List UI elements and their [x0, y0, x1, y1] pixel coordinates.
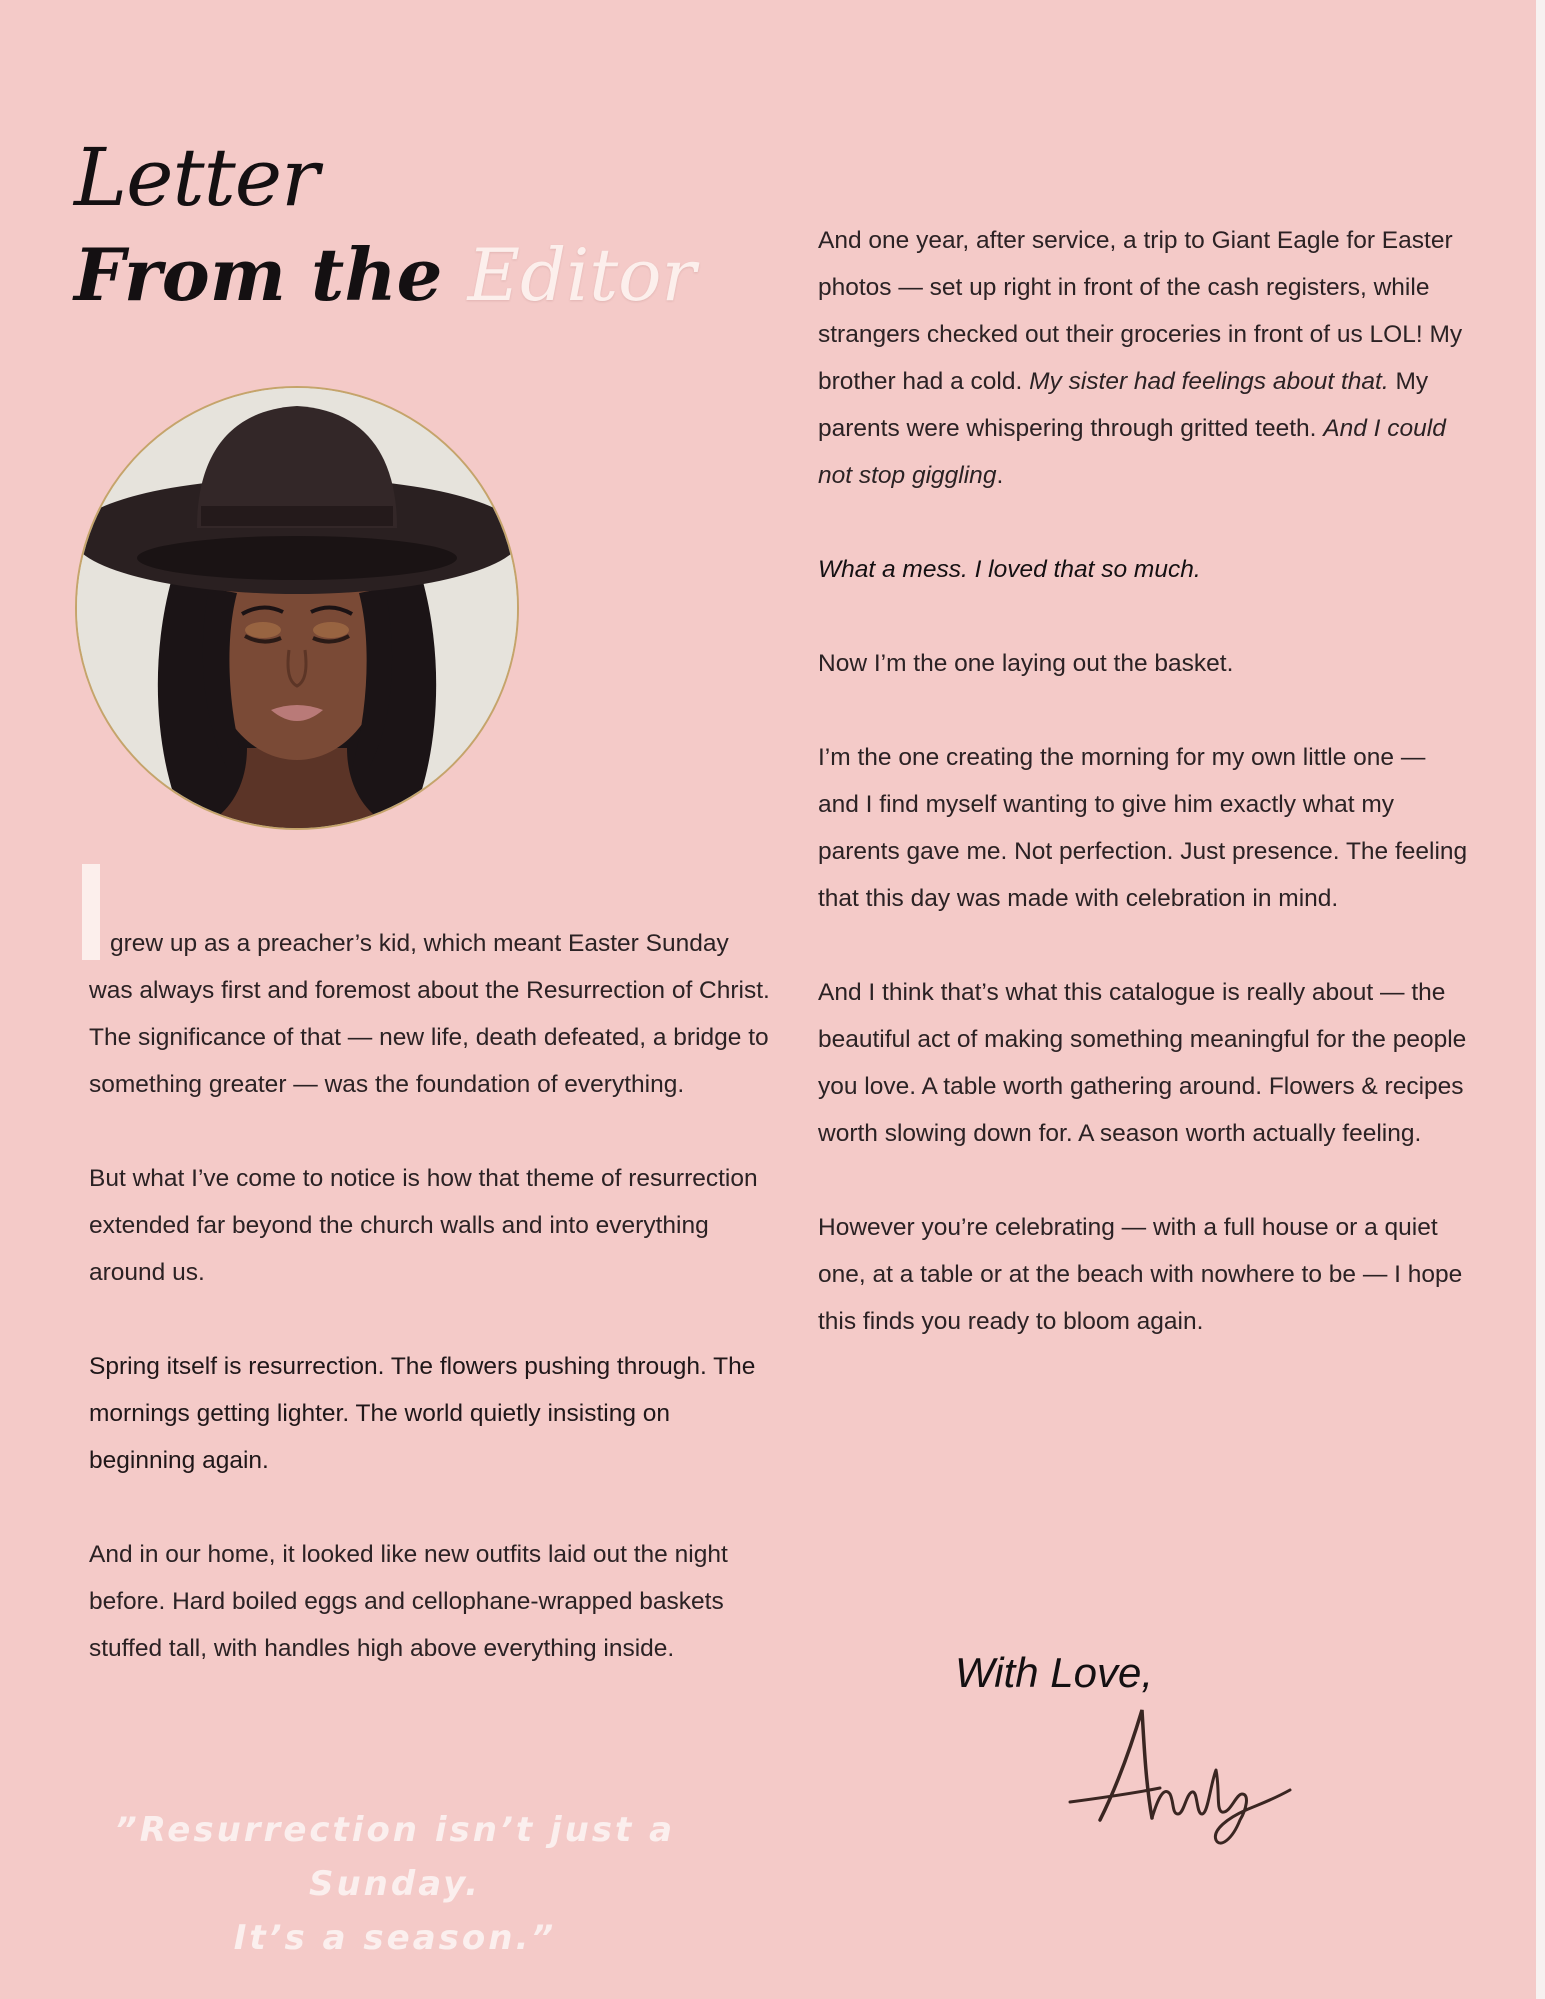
title-from-the: From the — [74, 232, 468, 317]
editor-portrait — [75, 386, 519, 830]
letter-paragraph: And I think that’s what this catalogue is really about — the beautiful act of making something meaningful for the people you love. A table worth gathering around. Flowers & recipes worth slowing down for. A season worth actually feeling. — [818, 979, 1467, 1147]
title-editor-accent: Editor — [467, 233, 696, 317]
editor-portrait-image — [77, 388, 517, 828]
paragraph-text: And one year, after service, a trip to Giant Eagle for Easter photos — set up right in front of the cash registers, while strangers checked out their groceries in front of us LOL! My brother had a cold. — [818, 227, 1463, 395]
letter-paragraph: But what I’ve come to notice is how that theme of resurrection extended far beyond the church walls and into everything around us. — [89, 1165, 758, 1286]
paragraph-italic-text: And I could not stop giggling — [818, 415, 1446, 489]
letter-paragraph: Spring itself is resurrection. The flowers pushing through. The mornings getting lighter. The world quietly insisting on beginning again. — [89, 1353, 756, 1474]
sign-off: With Love, — [955, 1649, 1154, 1696]
letter-paragraph: grew up as a preacher’s kid, which meant Easter Sunday was always first and foremost about the Resurrection of Christ. The significance of that — new life, death defeated, a bridge to something greater — was the foundation of everything. — [89, 930, 770, 1098]
paragraph-text: . — [996, 462, 1004, 489]
paragraph-italic-text: My sister had feelings about that. — [1029, 368, 1389, 395]
pull-quote-line: ”Resurrection isn’t just a Sunday. — [114, 1810, 676, 1904]
letter-paragraph: However you’re celebrating — with a full house or a quiet one, at a table or at the beach with nowhere to be — I hope this finds you ready to bloom again. — [818, 1214, 1463, 1335]
letter-paragraph: And in our home, it looked like new outfits laid out the night before. Hard boiled eggs and cellophane-wrapped baskets stuffed tall, with handles high above everything inside. — [89, 1541, 728, 1662]
letter-paragraph: I’m the one creating the morning for my own little one — and I find myself wanting to give him exactly what my parents gave me. Not perfection. Just presence. The feeling that this day was made with celebration in mind. — [818, 744, 1468, 912]
pull-quote-line: It’s a season.” — [233, 1918, 557, 1958]
paragraph-text: My parents were whispering through gritted teeth. — [818, 368, 1429, 442]
letter-paragraph: Now I’m the one laying out the basket. — [818, 650, 1234, 677]
page-edge — [1536, 0, 1545, 1999]
letter-right-column — [818, 217, 1468, 1392]
signature-image — [1060, 1690, 1300, 1850]
letter-left-column — [89, 920, 779, 1719]
letter-paragraph — [818, 217, 1468, 499]
letter-paragraph-emphasis: What a mess. I loved that so much. — [818, 556, 1201, 583]
pull-quote — [60, 1803, 730, 1965]
title-from-the-editor — [74, 230, 696, 320]
title-letter: Letter — [74, 131, 319, 224]
